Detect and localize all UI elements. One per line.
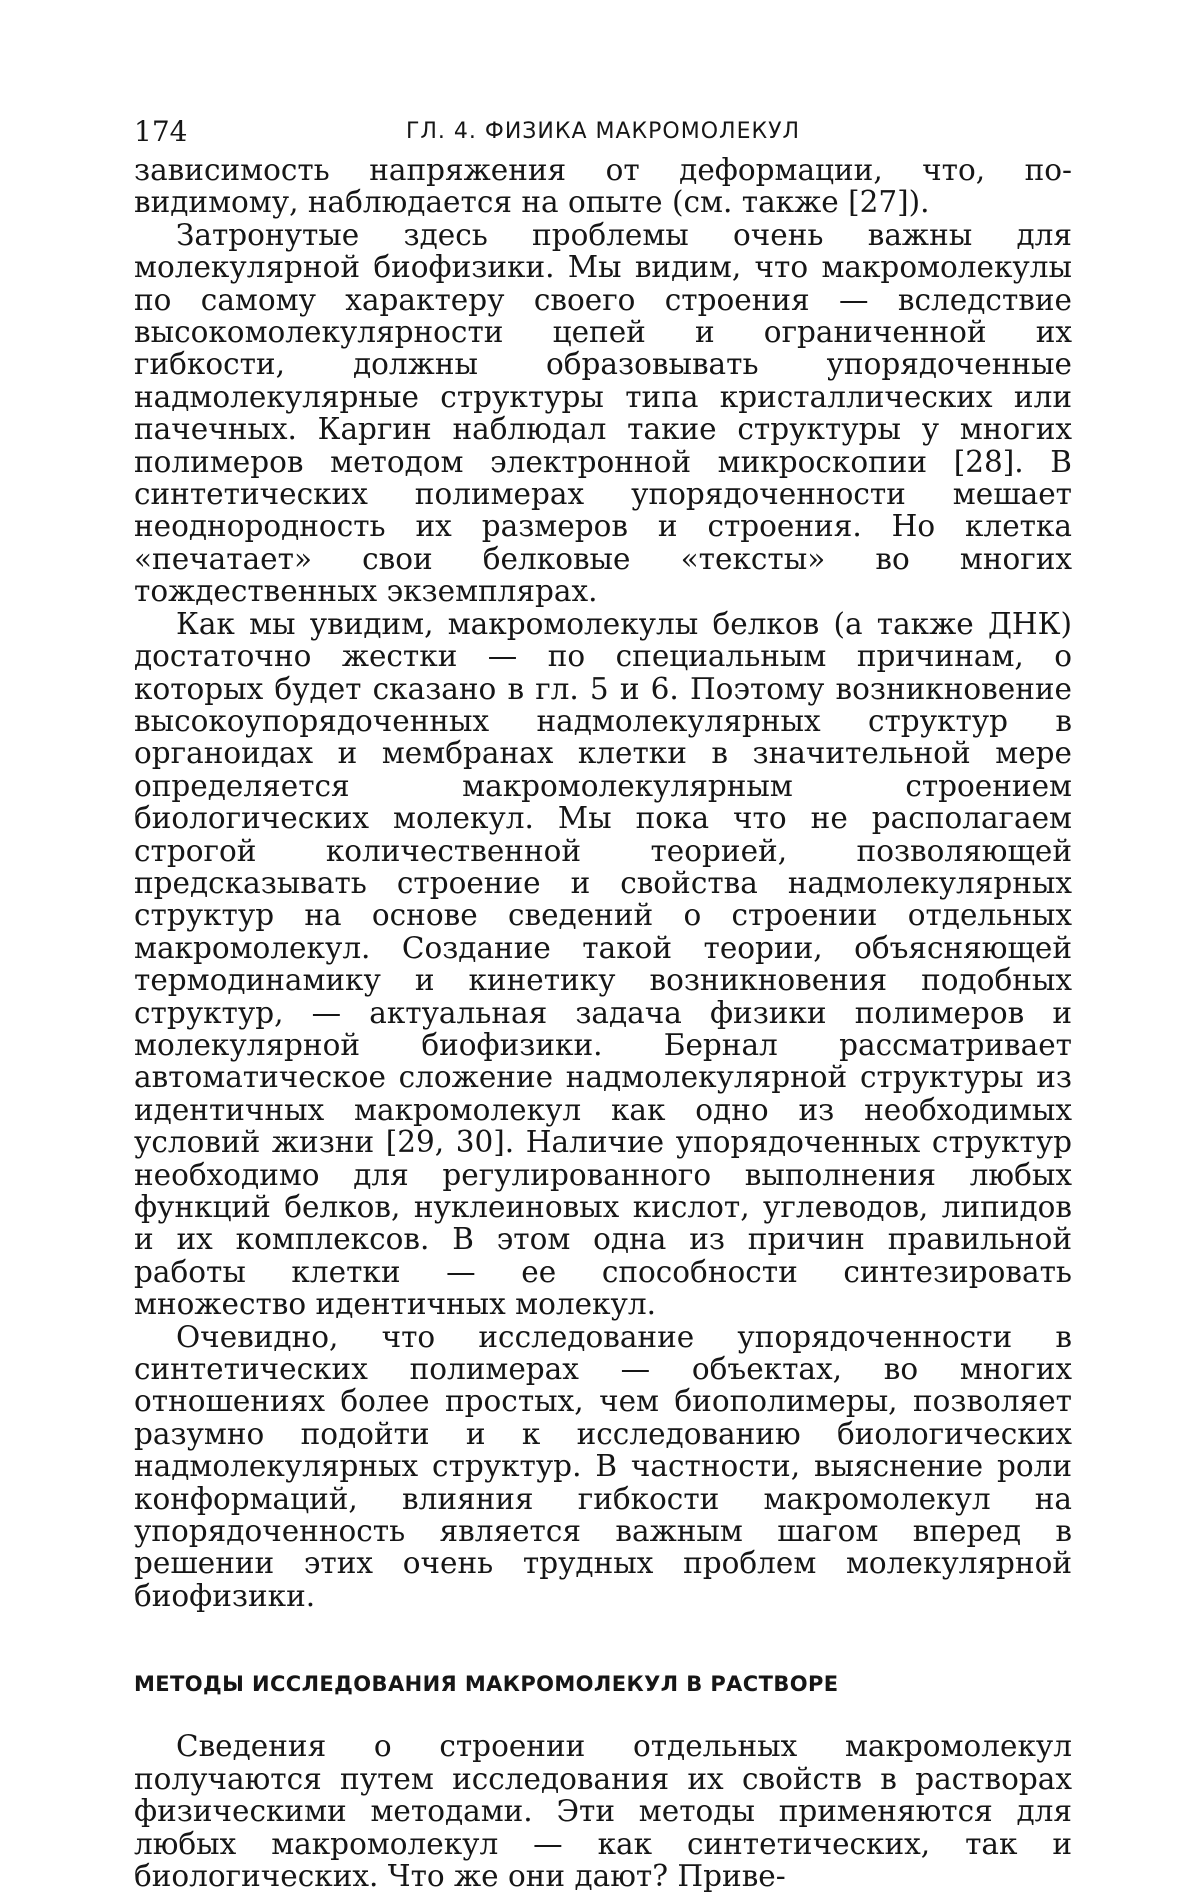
section-text <box>134 1730 1072 1892</box>
book-page <box>134 110 1072 1892</box>
running-head <box>134 110 1072 154</box>
chapter-title: ГЛ. 4. ФИЗИКА МАКРОМОЛЕКУЛ <box>134 110 1072 154</box>
paragraph: Очевидно, что исследование упорядоченности в синтетических полимерах — объектах, во многих отношениях более простых, чем биополимеры, позволяет разумно подойти и к исследованию биологических надмолекулярных структур. В частности, выяснение роли конформаций, влияния гибкости макромолекул на упорядоченность является важным шагом вперед в решении этих очень трудных проблем молекулярной биофизики. <box>134 1321 1072 1613</box>
paragraph: Как мы увидим, макромолекулы белков (а также ДНК) достаточно жестки — по специальным причинам, о которых будет сказано в гл. 5 и 6. Поэтому возникновение высокоупорядоченных надмолекулярных структур в органоидах и мембранах клетки в значительной мере определяется макромолекулярным строением биологических молекул. Мы пока что не располагаем строгой количественной теорией, позволяющей предсказывать строение и свойства надмолекулярных структур на основе сведений о строении отдельных макромолекул. Создание такой теории, объясняющей термодинамику и кинетику возникновения подобных структур, — актуальная задача физики полимеров и молекулярной биофизики. Бернал рассматривает автоматическое сложение надмолекулярной структуры из идентичных макромолекул как одно из необходимых условий жизни [29, 30]. Наличие упорядоченных структур необходимо для регулированного выполнения любых функций белков, нуклеиновых кислот, углеводов, липидов и их комплексов. В этом одна из причин правильной работы клетки — ее способности синтезировать множество идентичных молекул. <box>134 608 1072 1321</box>
section-heading: МЕТОДЫ ИССЛЕДОВАНИЯ МАКРОМОЛЕКУЛ В РАСТВОРЕ <box>134 1672 1072 1696</box>
main-text <box>134 154 1072 1612</box>
paragraph: Затронутые здесь проблемы очень важны для молекулярной биофизики. Мы видим, что макромолекулы по самому характеру своего строения — вследствие высокомолекулярности цепей и ограниченной их гибкости, должны образовывать упорядоченные надмолекулярные структуры типа кристаллических или пачечных. Каргин наблюдал такие структуры у многих полимеров методом электронной микроскопии [28]. В синтетических полимерах упорядоченности мешает неоднородность их размеров и строения. Но клетка «печатает» свои белковые «тексты» во многих тождественных экземплярах. <box>134 219 1072 608</box>
paragraph: Сведения о строении отдельных макромолекул получаются путем исследования их свойств в растворах физическими методами. Эти методы применяются для любых макромолекул — как синтетических, так и биологических. Что же они дают? Приве- <box>134 1730 1072 1892</box>
paragraph-continued: зависимость напряжения от деформации, что, по-видимому, наблюдается на опыте (см. также [27]). <box>134 154 1072 219</box>
page-number: 174 <box>134 110 187 154</box>
